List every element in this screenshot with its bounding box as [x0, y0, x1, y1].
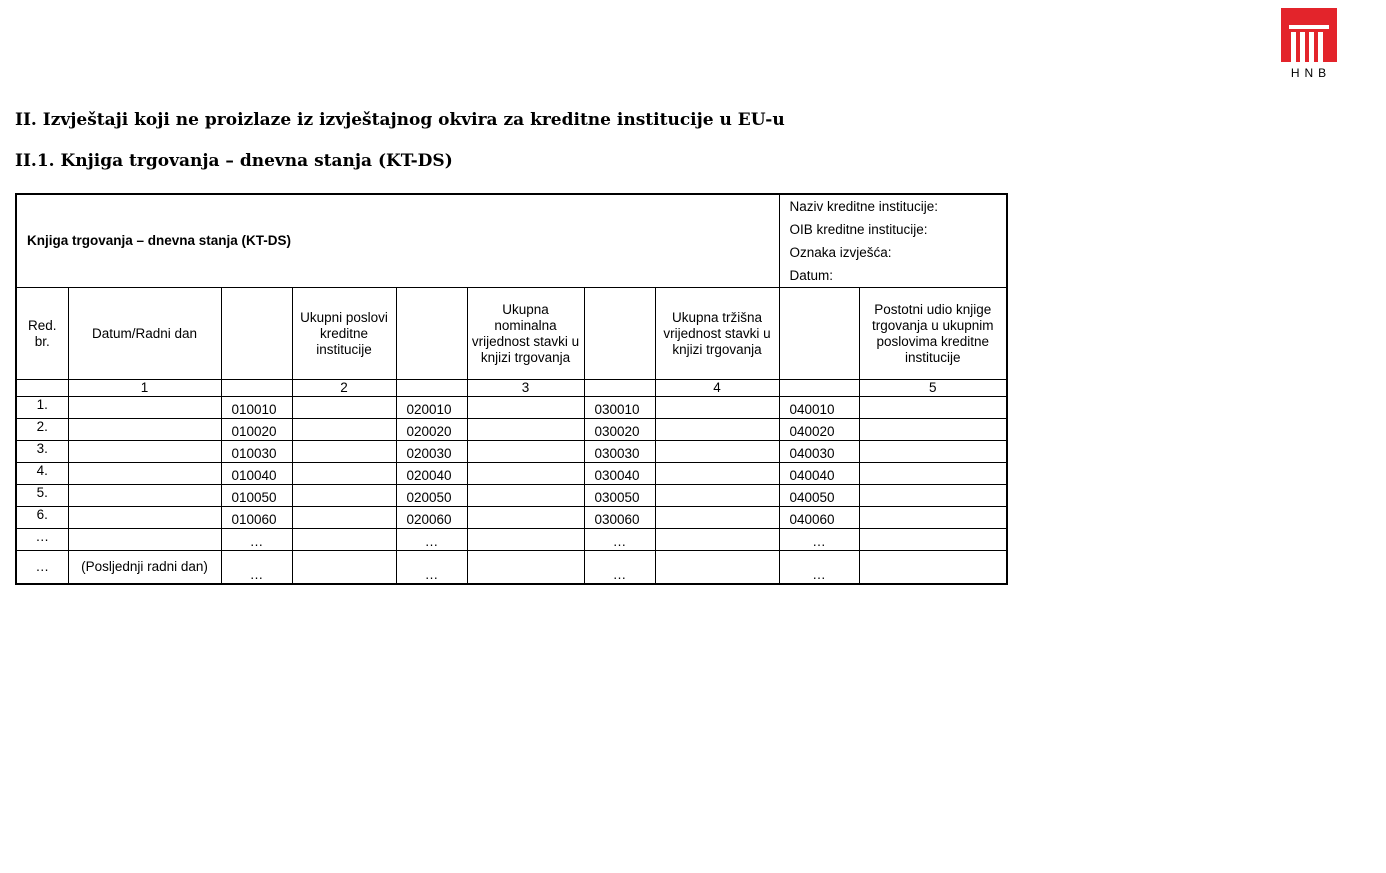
col-number: 1	[68, 380, 221, 397]
value-cell[interactable]	[655, 485, 779, 507]
row-date	[68, 529, 221, 551]
table-title: Knjiga trgovanja – dnevna stanja (KT-DS)	[16, 194, 779, 288]
row-code: 040020	[779, 419, 859, 441]
info-block	[779, 194, 1007, 288]
hnb-logo	[1281, 8, 1337, 86]
row-code: 030050	[584, 485, 655, 507]
row-code: …	[779, 551, 859, 585]
row-date[interactable]	[68, 441, 221, 463]
value-cell[interactable]	[467, 419, 584, 441]
row-number: 1.	[16, 397, 68, 419]
row-code: 020060	[396, 507, 467, 529]
value-cell[interactable]	[859, 419, 1007, 441]
value-cell[interactable]	[467, 463, 584, 485]
row-code: …	[396, 551, 467, 585]
table-row	[16, 419, 1007, 441]
value-cell[interactable]	[292, 397, 396, 419]
value-cell[interactable]	[655, 419, 779, 441]
col-number: 5	[859, 380, 1007, 397]
value-cell[interactable]	[467, 397, 584, 419]
value-cell[interactable]	[467, 441, 584, 463]
row-code: 040060	[779, 507, 859, 529]
info-institution-name: Naziv kreditne institucije:	[789, 199, 939, 214]
value-cell[interactable]	[467, 529, 584, 551]
table-row	[16, 397, 1007, 419]
info-oib: OIB kreditne institucije:	[789, 222, 928, 237]
row-code: 010060	[221, 507, 292, 529]
value-cell[interactable]	[292, 463, 396, 485]
col-number: 4	[655, 380, 779, 397]
col-number: 2	[292, 380, 396, 397]
col-number: 3	[467, 380, 584, 397]
value-cell[interactable]	[655, 463, 779, 485]
row-number: 3.	[16, 441, 68, 463]
table-row	[16, 507, 1007, 529]
header-total-business: Ukupni poslovi kreditne institucije	[292, 288, 396, 380]
row-code: 010020	[221, 419, 292, 441]
row-code: 030010	[584, 397, 655, 419]
row-date[interactable]	[68, 463, 221, 485]
table-row	[16, 485, 1007, 507]
value-cell[interactable]	[859, 551, 1007, 585]
value-cell[interactable]	[467, 551, 584, 585]
value-cell[interactable]	[859, 441, 1007, 463]
value-cell[interactable]	[655, 529, 779, 551]
row-code: 010040	[221, 463, 292, 485]
row-code: …	[779, 529, 859, 551]
header-percent-share: Postotni udio knjige trgovanja u ukupnim poslovima kreditne institucije	[859, 288, 1007, 380]
row-code: 020020	[396, 419, 467, 441]
row-code: 020010	[396, 397, 467, 419]
header-market-value: Ukupna tržišna vrijednost stavki u knjizi trgovanja	[655, 288, 779, 380]
row-code: 020040	[396, 463, 467, 485]
row-code: 030060	[584, 507, 655, 529]
value-cell[interactable]	[292, 529, 396, 551]
info-report-code: Oznaka izvješća:	[789, 245, 892, 260]
table-row	[16, 441, 1007, 463]
value-cell[interactable]	[655, 551, 779, 585]
header-nominal-value: Ukupna nominalna vrijednost stavki u knjizi trgovanja	[467, 288, 584, 380]
row-code: 010050	[221, 485, 292, 507]
row-code: 020030	[396, 441, 467, 463]
row-code: …	[396, 529, 467, 551]
row-code: 040030	[779, 441, 859, 463]
header-date: Datum/Radni dan	[68, 288, 221, 380]
row-code: …	[221, 551, 292, 585]
row-code: 030020	[584, 419, 655, 441]
value-cell[interactable]	[467, 507, 584, 529]
table-row	[16, 529, 1007, 551]
row-code: 010010	[221, 397, 292, 419]
value-cell[interactable]	[655, 397, 779, 419]
row-number: 6.	[16, 507, 68, 529]
row-code: …	[221, 529, 292, 551]
row-number: 5.	[16, 485, 68, 507]
value-cell[interactable]	[655, 441, 779, 463]
section-heading: II. Izvještaji koji ne proizlaze iz izvještajnog okvira za kreditne institucije u EU-u	[15, 110, 785, 130]
header-rb: Red. br.	[16, 288, 68, 380]
row-code: 040010	[779, 397, 859, 419]
value-cell[interactable]	[292, 485, 396, 507]
subsection-heading: II.1. Knjiga trgovanja – dnevna stanja (KT-DS)	[15, 151, 453, 171]
row-date[interactable]	[68, 419, 221, 441]
row-date[interactable]	[68, 507, 221, 529]
row-number: …	[16, 529, 68, 551]
row-code: 020050	[396, 485, 467, 507]
logo-text: HNB	[1290, 66, 1332, 80]
row-code: …	[584, 551, 655, 585]
table-row	[16, 551, 1007, 585]
value-cell[interactable]	[292, 419, 396, 441]
value-cell[interactable]	[467, 485, 584, 507]
value-cell[interactable]	[859, 507, 1007, 529]
table-row	[16, 463, 1007, 485]
value-cell[interactable]	[292, 507, 396, 529]
row-code: 030030	[584, 441, 655, 463]
value-cell[interactable]	[859, 397, 1007, 419]
row-number: …	[16, 551, 68, 585]
value-cell[interactable]	[859, 485, 1007, 507]
row-code: 040040	[779, 463, 859, 485]
row-code: …	[584, 529, 655, 551]
value-cell[interactable]	[859, 529, 1007, 551]
value-cell[interactable]	[655, 507, 779, 529]
row-date[interactable]	[68, 485, 221, 507]
info-date: Datum:	[789, 268, 834, 283]
value-cell[interactable]	[292, 551, 396, 585]
row-code: 010030	[221, 441, 292, 463]
row-number: 2.	[16, 419, 68, 441]
row-date: (Posljednji radni dan)	[68, 551, 221, 585]
row-code: 040050	[779, 485, 859, 507]
report-table	[15, 193, 1008, 585]
row-number: 4.	[16, 463, 68, 485]
row-code: 030040	[584, 463, 655, 485]
value-cell[interactable]	[292, 441, 396, 463]
row-date[interactable]	[68, 397, 221, 419]
value-cell[interactable]	[859, 463, 1007, 485]
